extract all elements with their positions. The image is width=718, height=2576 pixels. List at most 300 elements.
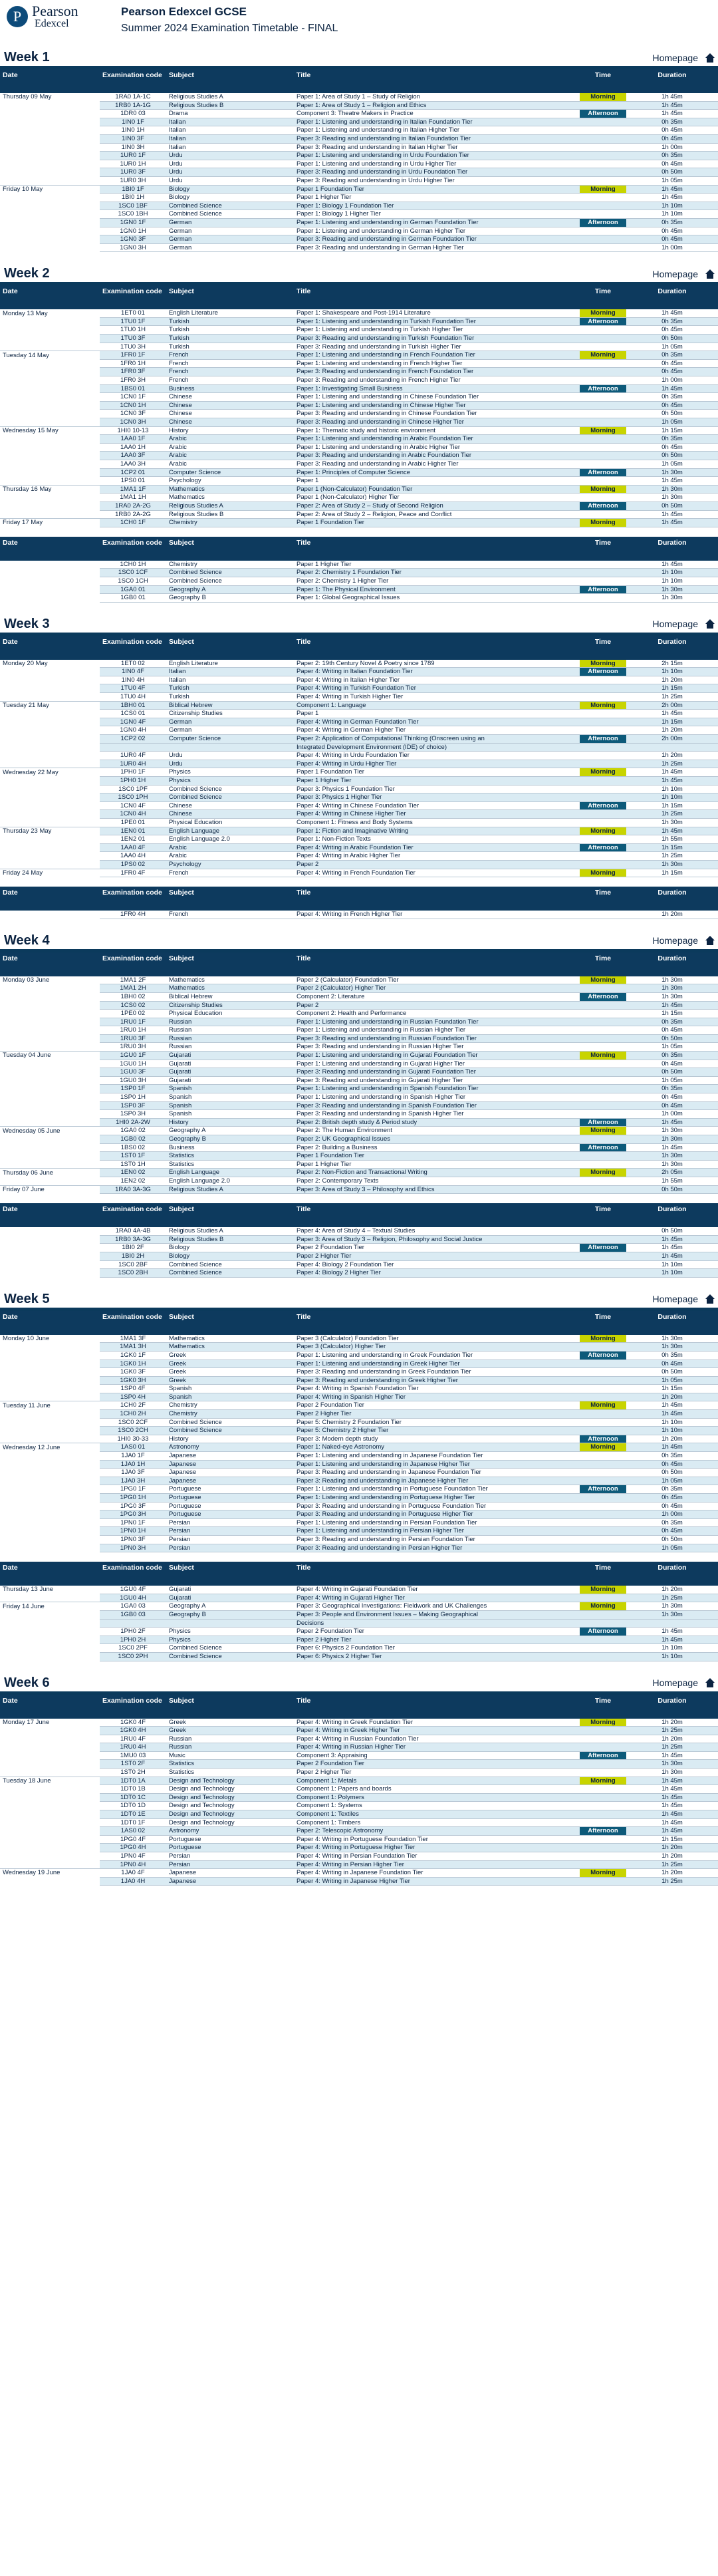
time-cell <box>580 1068 626 1077</box>
duration-cell: 1h 45m <box>626 777 718 786</box>
table-spacer <box>0 919 718 929</box>
table-row <box>0 1510 718 1519</box>
title-cell: Paper 1 Higher Tier <box>294 777 580 786</box>
duration-cell: 0h 45m <box>626 326 718 335</box>
subject-cell: Biology <box>166 1244 294 1252</box>
title-cell: Paper 1 (Non-Calculator) Foundation Tier <box>294 485 580 494</box>
code-cell: 1GU0 3F <box>100 1068 166 1077</box>
date-cell <box>0 1235 100 1244</box>
table-row <box>0 1143 718 1152</box>
table-row <box>0 984 718 993</box>
time-cell: Morning <box>580 768 626 777</box>
subject-cell: Gujarati <box>166 1060 294 1068</box>
code-cell: 1AA0 1F <box>100 435 166 444</box>
date-cell <box>0 1093 100 1102</box>
subject-cell: Geography B <box>166 1610 294 1619</box>
subject-cell: Turkish <box>166 317 294 326</box>
title-cell: Paper 3: Reading and understanding in Spanish Foundation Tier <box>294 1101 580 1110</box>
date-cell <box>0 1244 100 1252</box>
duration-cell: 0h 35m <box>626 1085 718 1093</box>
code-cell: 1GU0 1H <box>100 1060 166 1068</box>
code-cell: 1GK0 4H <box>100 1727 166 1735</box>
title-cell: Paper 1: Listening and understanding in Portuguese Higher Tier <box>294 1494 580 1503</box>
title-cell: Paper 3: Reading and understanding in Gujarati Higher Tier <box>294 1076 580 1085</box>
duration-cell: 1h 45m <box>626 1410 718 1419</box>
table-row <box>0 1743 718 1752</box>
table-row <box>0 1652 718 1661</box>
title-cell: Paper 1: Listening and understanding in Russian Higher Tier <box>294 1026 580 1035</box>
subject-cell: Greek <box>166 1376 294 1385</box>
date-cell: Monday 10 June <box>0 1335 100 1343</box>
table-row <box>0 1869 718 1878</box>
code-cell: 1SC0 1CH <box>100 577 166 585</box>
duration-cell: 1h 25m <box>626 760 718 768</box>
title-cell: Paper 1: Investigating Small Business <box>294 384 580 393</box>
table-row <box>0 793 718 802</box>
title-cell: Component 1: Language <box>294 701 580 710</box>
home-icon[interactable] <box>705 936 715 945</box>
duration-cell: 1h 30m <box>626 494 718 502</box>
time-cell <box>580 1135 626 1144</box>
title-cell: Paper 4: Writing in Gujarati Foundation Tier <box>294 1586 580 1594</box>
table-spacer <box>0 877 718 887</box>
time-cell <box>580 410 626 418</box>
table-row <box>0 126 718 135</box>
time-cell: Morning <box>580 426 626 435</box>
table-row <box>0 660 718 668</box>
duration-cell: 1h 45m <box>626 1401 718 1410</box>
time-cell: Afternoon <box>580 585 626 594</box>
home-icon[interactable] <box>705 1678 715 1687</box>
subject-cell: History <box>166 1118 294 1127</box>
date-cell <box>0 1852 100 1861</box>
homepage-link[interactable] <box>653 1677 716 1688</box>
column-header-code: Examination code <box>100 887 166 911</box>
title-cell: Paper 3: Area of Study 3 – Philosophy and Ethics <box>294 1185 580 1194</box>
homepage-link[interactable] <box>653 269 716 279</box>
time-cell <box>580 418 626 427</box>
homepage-link[interactable] <box>653 935 716 946</box>
code-cell: 1IN0 4H <box>100 676 166 684</box>
title-cell: Paper 1: Listening and understanding in Italian Higher Tier <box>294 126 580 135</box>
title-cell: Paper 3: Reading and understanding in Italian Foundation Tier <box>294 134 580 143</box>
time-cell <box>580 984 626 993</box>
subject-cell: Italian <box>166 134 294 143</box>
code-cell: 1CH0 1H <box>100 561 166 569</box>
subject-cell: English Literature <box>166 309 294 317</box>
date-cell <box>0 494 100 502</box>
time-cell: Afternoon <box>580 1244 626 1252</box>
time-cell: Morning <box>580 827 626 835</box>
table-row <box>0 1452 718 1461</box>
code-cell: 1ET0 02 <box>100 660 166 668</box>
date-cell <box>0 118 100 126</box>
table-row <box>0 992 718 1001</box>
table-row <box>0 1269 718 1278</box>
title-cell: Paper 1 Higher Tier <box>294 561 580 569</box>
subject-cell: Russian <box>166 1735 294 1743</box>
column-header-code: Examination code <box>100 952 166 976</box>
duration-cell: 1h 10m <box>626 785 718 793</box>
subject-cell: Urdu <box>166 760 294 768</box>
table-row <box>0 494 718 502</box>
code-cell: 1CP2 01 <box>100 468 166 477</box>
time-cell <box>580 835 626 844</box>
table-row <box>0 519 718 527</box>
time-cell <box>580 1810 626 1819</box>
pearson-logo-icon: P <box>7 6 28 27</box>
title-cell: Paper 3: Reading and understanding in German Foundation Tier <box>294 235 580 244</box>
time-cell <box>580 1260 626 1269</box>
time-cell: Afternoon <box>580 1143 626 1152</box>
code-cell: 1IN0 3F <box>100 134 166 143</box>
table-row <box>0 1735 718 1743</box>
date-cell <box>0 1735 100 1743</box>
table-row <box>0 752 718 760</box>
subject-cell: Spanish <box>166 1085 294 1093</box>
date-cell <box>0 468 100 477</box>
date-cell <box>0 143 100 152</box>
date-cell <box>0 1418 100 1427</box>
home-icon[interactable] <box>705 1294 715 1304</box>
homepage-link[interactable] <box>653 53 716 63</box>
date-cell <box>0 1502 100 1510</box>
table-row <box>0 1610 718 1619</box>
title-cell: Paper 4: Writing in Russian Foundation Tier <box>294 1735 580 1743</box>
home-icon[interactable] <box>705 619 715 629</box>
title-cell: Paper 2 (Calculator) Foundation Tier <box>294 976 580 984</box>
table-row <box>0 1719 718 1727</box>
title-cell: Paper 1: Listening and understanding in Persian Higher Tier <box>294 1527 580 1536</box>
date-cell <box>0 343 100 351</box>
time-cell <box>580 911 626 919</box>
date-cell <box>0 594 100 603</box>
code-cell: 1GK0 3H <box>100 1376 166 1385</box>
code-cell: 1PE0 02 <box>100 1010 166 1018</box>
duration-cell: 0h 45m <box>626 443 718 452</box>
duration-cell: 1h 10m <box>626 1269 718 1278</box>
date-cell: Wednesday 05 June <box>0 1127 100 1135</box>
time-cell: Morning <box>580 1602 626 1611</box>
code-cell: 1IN0 1H <box>100 126 166 135</box>
subject-cell: Mathematics <box>166 976 294 984</box>
code-cell: 1GN0 3F <box>100 235 166 244</box>
code-cell: 1MA1 3H <box>100 1343 166 1352</box>
duration-cell: 1h 00m <box>626 143 718 152</box>
time-cell <box>580 1652 626 1661</box>
table-row <box>0 359 718 368</box>
code-cell: 1HI0 10-13 <box>100 426 166 435</box>
title-cell: Paper 4: Writing in Italian Foundation Tier <box>294 668 580 676</box>
timetable-table <box>0 1203 718 1278</box>
subject-cell: French <box>166 359 294 368</box>
subject-cell <box>166 1619 294 1628</box>
table-row <box>0 701 718 710</box>
title-cell: Paper 1 (Non-Calculator) Higher Tier <box>294 494 580 502</box>
code-cell: 1CN0 4F <box>100 801 166 810</box>
column-header-subject: Subject <box>166 1695 294 1719</box>
homepage-link[interactable] <box>653 1294 716 1304</box>
subject-cell: Physical Education <box>166 1010 294 1018</box>
title-cell: Paper 2: Chemistry 1 Higher Tier <box>294 577 580 585</box>
subject-cell: Design and Technology <box>166 1818 294 1827</box>
subject-cell: Spanish <box>166 1093 294 1102</box>
date-cell <box>0 1085 100 1093</box>
duration-cell: 1h 45m <box>626 1827 718 1836</box>
column-header-duration: Duration <box>626 69 718 93</box>
table-row <box>0 1368 718 1377</box>
duration-cell: 1h 45m <box>626 1810 718 1819</box>
time-cell: Afternoon <box>580 843 626 852</box>
date-cell <box>0 835 100 844</box>
code-cell: 1ST0 1F <box>100 1152 166 1161</box>
time-cell: Afternoon <box>580 1485 626 1494</box>
code-cell: 1JA0 4H <box>100 1877 166 1886</box>
duration-cell: 1h 10m <box>626 202 718 210</box>
subject-cell: Astronomy <box>166 1827 294 1836</box>
duration-cell: 0h 45m <box>626 160 718 168</box>
time-cell: Afternoon <box>580 992 626 1001</box>
code-cell: 1AA0 3H <box>100 460 166 468</box>
table-header-row <box>0 1311 718 1335</box>
title-cell: Paper 3: Reading and understanding in Urdu Higher Tier <box>294 176 580 185</box>
table-row <box>0 1727 718 1735</box>
table-row <box>0 594 718 603</box>
code-cell: 1EN2 02 <box>100 1177 166 1185</box>
week-title: Week 5 <box>4 1291 50 1306</box>
time-cell <box>580 1235 626 1244</box>
table-row <box>0 351 718 360</box>
time-cell: Morning <box>580 1401 626 1410</box>
date-cell <box>0 860 100 869</box>
subject-cell: Chemistry <box>166 519 294 527</box>
duration-cell: 1h 15m <box>626 1835 718 1844</box>
time-cell <box>580 676 626 684</box>
timetable-table <box>0 636 718 877</box>
homepage-link[interactable] <box>653 619 716 629</box>
subject-cell: Combined Science <box>166 785 294 793</box>
table-row <box>0 1827 718 1836</box>
duration-cell: 0h 45m <box>626 227 718 235</box>
date-cell <box>0 384 100 393</box>
duration-cell: 1h 45m <box>626 519 718 527</box>
title-cell: Paper 3: Reading and understanding in Spanish Higher Tier <box>294 1110 580 1119</box>
date-cell <box>0 1485 100 1494</box>
table-row <box>0 326 718 335</box>
duration-cell: 1h 20m <box>626 1735 718 1743</box>
duration-cell: 1h 45m <box>626 185 718 194</box>
subject-cell: Russian <box>166 1018 294 1026</box>
code-cell: 1EN2 01 <box>100 835 166 844</box>
date-cell <box>0 718 100 726</box>
code-cell: 1GN0 3H <box>100 243 166 252</box>
title-cell: Paper 4: Writing in Turkish Higher Tier <box>294 693 580 702</box>
code-cell: 1RA0 3A-3G <box>100 1185 166 1194</box>
code-cell: 1DT0 1A <box>100 1777 166 1785</box>
subject-cell: Geography B <box>166 1135 294 1144</box>
time-cell: Afternoon <box>580 1118 626 1127</box>
date-cell <box>0 1802 100 1810</box>
duration-cell: 0h 35m <box>626 152 718 160</box>
subject-cell: Statistics <box>166 1152 294 1161</box>
duration-cell: 1h 00m <box>626 1510 718 1519</box>
column-header-date: Date <box>0 1311 100 1335</box>
table-row <box>0 1085 718 1093</box>
title-cell: Paper 1 <box>294 477 580 486</box>
table-row <box>0 343 718 351</box>
duration-cell: 0h 50m <box>626 410 718 418</box>
table-row <box>0 1443 718 1452</box>
title-cell: Paper 1: The Physical Environment <box>294 585 580 594</box>
code-cell: 1MA1 2F <box>100 976 166 984</box>
code-cell: 1BH0 02 <box>100 992 166 1001</box>
table-row <box>0 1010 718 1018</box>
date-cell <box>0 1452 100 1461</box>
date-cell <box>0 418 100 427</box>
time-cell <box>580 561 626 569</box>
title-cell: Component 1: Systems <box>294 1802 580 1810</box>
time-cell: Morning <box>580 1052 626 1060</box>
table-row <box>0 1335 718 1343</box>
table-row <box>0 1034 718 1043</box>
table-row <box>0 1535 718 1544</box>
code-cell: 1GK0 4F <box>100 1719 166 1727</box>
time-cell <box>580 494 626 502</box>
date-cell <box>0 1827 100 1836</box>
code-cell: 1RA0 1A-1C <box>100 93 166 101</box>
title-cell: Paper 1 <box>294 710 580 718</box>
column-header-date: Date <box>0 1695 100 1719</box>
time-cell: Morning <box>580 309 626 317</box>
duration-cell: 1h 20m <box>626 1852 718 1861</box>
duration-cell: 1h 15m <box>626 869 718 877</box>
table-row <box>0 743 718 752</box>
table-row <box>0 1227 718 1235</box>
date-cell <box>0 1628 100 1636</box>
title-cell: Paper 3: Physics 1 Higher Tier <box>294 793 580 802</box>
title-cell: Paper 3: Reading and understanding in French Higher Tier <box>294 376 580 385</box>
table-row <box>0 1502 718 1510</box>
time-cell <box>580 743 626 752</box>
duration-cell: 0h 45m <box>626 401 718 410</box>
table-row <box>0 1818 718 1827</box>
duration-cell: 1h 10m <box>626 1427 718 1435</box>
table-row <box>0 1793 718 1802</box>
table-row <box>0 668 718 676</box>
date-cell <box>0 368 100 376</box>
title-cell: Paper 1: Listening and understanding in Russian Foundation Tier <box>294 1018 580 1026</box>
code-cell: 1GK0 1F <box>100 1351 166 1360</box>
home-icon[interactable] <box>705 269 715 279</box>
duration-cell: 1h 20m <box>626 1719 718 1727</box>
code-cell: 1ST0 1H <box>100 1160 166 1169</box>
subject-cell: Chemistry <box>166 1401 294 1410</box>
date-cell <box>0 176 100 185</box>
date-cell <box>0 726 100 735</box>
table-row <box>0 1244 718 1252</box>
date-cell <box>0 1527 100 1536</box>
time-cell <box>580 1110 626 1119</box>
subject-cell: Greek <box>166 1351 294 1360</box>
timetable-table <box>0 285 718 527</box>
date-cell <box>0 460 100 468</box>
home-icon[interactable] <box>705 53 715 63</box>
duration-cell: 1h 10m <box>626 577 718 585</box>
subject-cell: Gujarati <box>166 1068 294 1077</box>
duration-cell: 1h 30m <box>626 992 718 1001</box>
date-cell <box>0 1410 100 1419</box>
subject-cell: Religious Studies B <box>166 1235 294 1244</box>
duration-cell: 1h 15m <box>626 801 718 810</box>
title-cell: Paper 4: Writing in Turkish Foundation Tier <box>294 684 580 693</box>
table-row <box>0 202 718 210</box>
table-row <box>0 768 718 777</box>
time-cell <box>580 726 626 735</box>
subject-cell: Italian <box>166 676 294 684</box>
date-cell <box>0 1026 100 1035</box>
date-cell <box>0 1393 100 1401</box>
table-row <box>0 194 718 202</box>
date-cell <box>0 1043 100 1052</box>
title-cell: Paper 3: Reading and understanding in French Foundation Tier <box>294 368 580 376</box>
title-cell: Paper 3: Modern depth study <box>294 1435 580 1443</box>
date-cell <box>0 210 100 219</box>
date-cell <box>0 785 100 793</box>
title-cell: Paper 4: Writing in Japanese Higher Tier <box>294 1877 580 1886</box>
date-cell: Thursday 13 June <box>0 1586 100 1594</box>
code-cell: 1RU0 3H <box>100 1043 166 1052</box>
table-row <box>0 243 718 252</box>
duration-cell: 1h 55m <box>626 1177 718 1185</box>
title-cell: Paper 4: Writing in German Higher Tier <box>294 726 580 735</box>
duration-cell: 1h 30m <box>626 1769 718 1777</box>
title-cell: Component 2: Health and Performance <box>294 1010 580 1018</box>
code-cell: 1GU0 4F <box>100 1586 166 1594</box>
duration-cell: 0h 35m <box>626 435 718 444</box>
title-cell: Paper 2 (Calculator) Higher Tier <box>294 984 580 993</box>
subject-cell: Greek <box>166 1719 294 1727</box>
date-cell <box>0 110 100 118</box>
subject-cell: German <box>166 227 294 235</box>
duration-cell: 0h 50m <box>626 1068 718 1077</box>
subject-cell: Italian <box>166 126 294 135</box>
time-cell <box>580 1393 626 1401</box>
title-cell: Paper 4: Writing in Persian Higher Tier <box>294 1860 580 1869</box>
time-cell: Afternoon <box>580 801 626 810</box>
date-cell <box>0 1877 100 1886</box>
code-cell: 1TU0 1F <box>100 317 166 326</box>
duration-cell: 0h 35m <box>626 1485 718 1494</box>
table-row <box>0 160 718 168</box>
column-header-date: Date <box>0 1562 100 1586</box>
duration-cell: 1h 45m <box>626 1785 718 1794</box>
page-subtitle: Summer 2024 Examination Timetable - FINAL <box>121 23 338 34</box>
table-row <box>0 1410 718 1419</box>
subject-cell: Psychology <box>166 860 294 869</box>
time-cell <box>580 101 626 110</box>
code-cell <box>100 743 166 752</box>
code-cell: 1DR0 03 <box>100 110 166 118</box>
page-header <box>0 0 718 45</box>
title-cell: Paper 3: Reading and understanding in Gujarati Foundation Tier <box>294 1068 580 1077</box>
duration-cell: 0h 50m <box>626 501 718 510</box>
duration-cell: 0h 35m <box>626 1351 718 1360</box>
subject-cell: Music <box>166 1751 294 1760</box>
time-cell <box>580 1034 626 1043</box>
time-cell <box>580 1852 626 1861</box>
date-cell <box>0 752 100 760</box>
table-row <box>0 134 718 143</box>
